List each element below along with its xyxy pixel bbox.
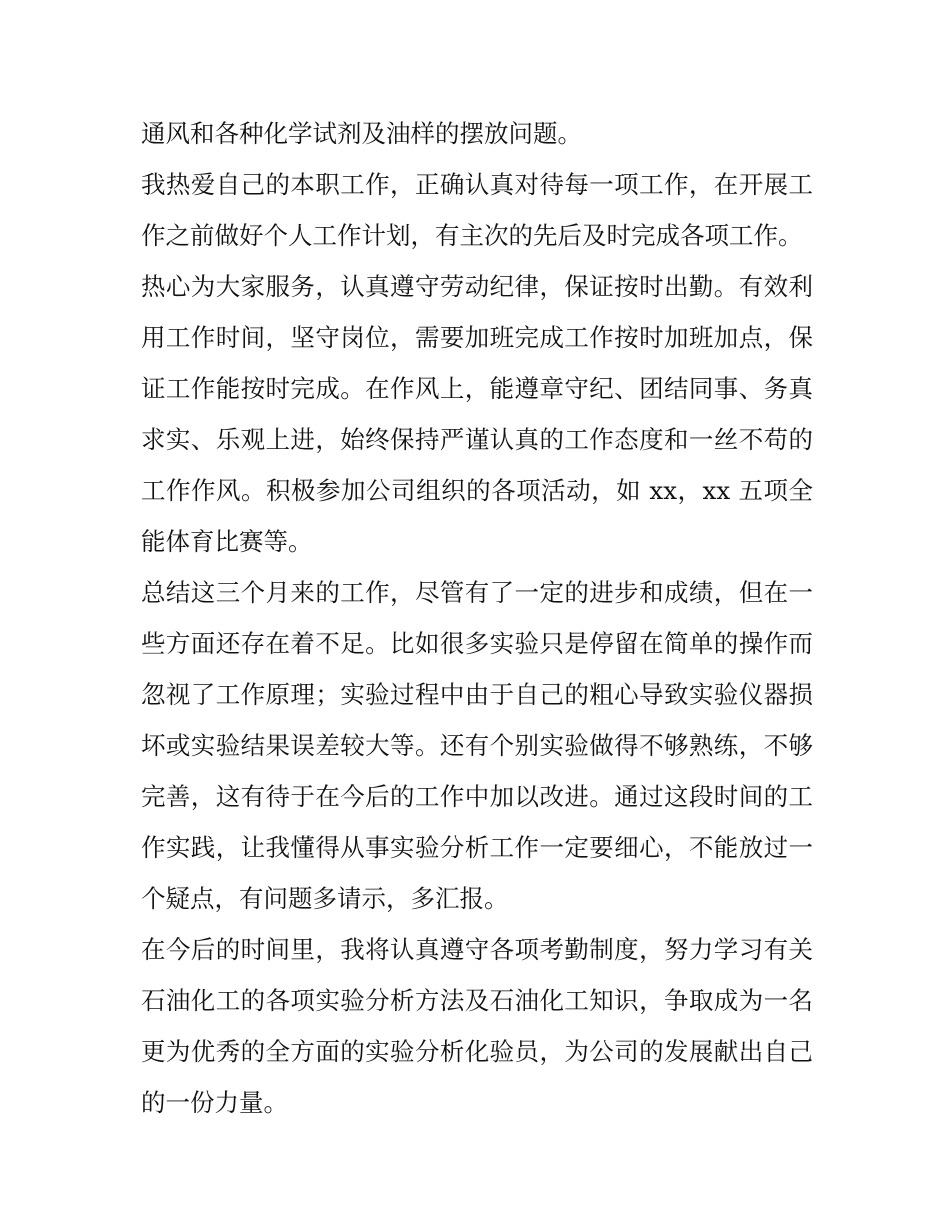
text-line: 些方面还存在着不足。比如很多实验只是停留在简单的操作而 <box>141 629 813 658</box>
text-line: 作实践，让我懂得从事实验分析工作一定要细心，不能放过一 <box>141 833 813 862</box>
text-line: 能体育比赛等。 <box>141 527 313 556</box>
text-line: 更为优秀的全方面的实验分析化验员，为公司的发展献出自己 <box>141 1037 813 1066</box>
text-line: 作之前做好个人工作计划，有主次的先后及时完成各项工作。 <box>141 221 803 250</box>
text-line: 求实、乐观上进，始终保持严谨认真的工作态度和一丝不苟的 <box>141 425 813 454</box>
text-line: 工作作风。积极参加公司组织的各项活动，如 xx，xx 五项全 <box>141 476 813 505</box>
text-line: 在今后的时间里，我将认真遵守各项考勤制度，努力学习有关 <box>141 935 813 964</box>
text-line: 个疑点，有问题多请示，多汇报。 <box>141 884 509 913</box>
text-line: 石油化工的各项实验分析方法及石油化工知识，争取成为一名 <box>141 986 813 1015</box>
text-line: 热心为大家服务，认真遵守劳动纪律，保证按时出勤。有效利 <box>141 272 813 301</box>
document-body <box>141 108 813 1128</box>
text-line: 坏或实验结果误差较大等。还有个别实验做得不够熟练，不够 <box>141 731 813 760</box>
text-line: 用工作时间，坚守岗位，需要加班完成工作按时加班加点，保 <box>141 323 813 352</box>
text-line: 忽视了工作原理；实验过程中由于自己的粗心导致实验仪器损 <box>141 680 813 709</box>
text-line: 完善，这有待于在今后的工作中加以改进。通过这段时间的工 <box>141 782 813 811</box>
text-line: 的一份力量。 <box>141 1088 288 1117</box>
text-line: 我热爱自己的本职工作，正确认真对待每一项工作，在开展工 <box>141 170 813 199</box>
text-line: 总结这三个月来的工作，尽管有了一定的进步和成绩，但在一 <box>141 578 813 607</box>
text-line: 通风和各种化学试剂及油样的摆放问题。 <box>141 119 582 148</box>
text-line: 证工作能按时完成。在作风上，能遵章守纪、团结同事、务真 <box>141 374 813 403</box>
